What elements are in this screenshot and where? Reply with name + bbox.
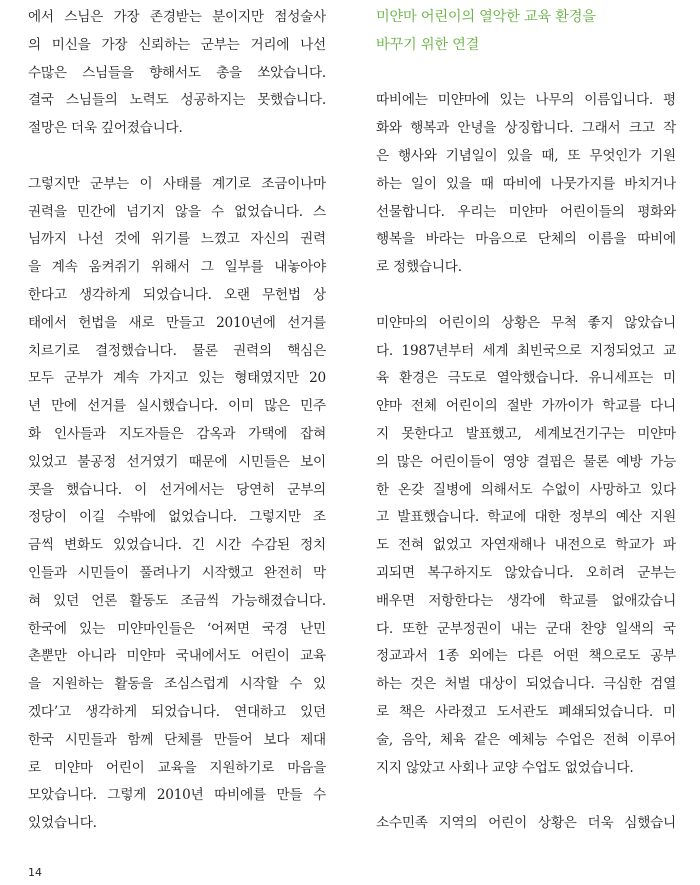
text-line: 금씩 변화도 있었습니다. 긴 시간 수감된 정치 [28,537,326,554]
text-line: 한국에 있는 미얀마인들은 ‘어쩌면 국경 난민 [28,620,326,637]
text-line: 화와 행복과 안녕을 상징합니다. 그래서 크고 작 [376,120,676,137]
text-line: 소수민족 지역의 어린이 상황은 더욱 심했습니 [376,815,676,832]
left-column [28,4,326,838]
right-paragraph-2 [376,310,676,783]
text-line: 로 정했습니다. [376,259,462,276]
text-line: 년 만에 선거를 실시했습니다. 이미 많은 민주 [28,398,326,415]
text-line: 모두 군부가 계속 가지고 있는 형태였지만 20 [28,370,326,387]
text-line: 로 미얀마 어린이 교육을 지원하기로 마음을 [28,759,326,776]
right-paragraph-3 [376,810,676,838]
text-line: 배우면 저항한다는 생각에 학교를 없애갔습니 [376,592,676,609]
text-line: 한 온갖 질병에 의해서도 수없이 사망하고 있다 [376,481,676,498]
right-column [376,4,676,838]
text-line: 을 계속 움켜쥐기 위해서 그 일부를 내놓아야 [28,259,326,276]
text-line: 하는 일이 있을 때 따비에 나뭇가지를 바치거나 [376,175,676,192]
text-line: 하는 것은 처벌 대상이 되었습니다. 극심한 검열 [376,676,676,693]
text-line: 도 전혀 없었고 자연재해나 내전으로 학교가 파 [376,537,676,554]
text-line: 절망은 더욱 깊어졌습니다. [28,120,183,137]
text-line: 은 행사와 기념일이 있을 때, 또 무엇인가 기원 [376,147,676,164]
text-line: 결국 스님들의 노력도 성공하지는 못했습니다. [28,92,326,109]
text-line: 괴되면 복구하지도 않았습니다. 오히려 군부는 [376,564,676,581]
text-line: 지지 않았고 사회나 교양 수업도 없었습니다. [376,759,634,776]
text-line: 있었고 불공정 선거였기 때문에 시민들은 보이 [28,453,326,470]
text-line: 지 못한다고 발표했고, 세계보건기구는 미얀마 [376,425,676,442]
text-line: 권력을 민간에 넘기지 않을 수 없었습니다. 스 [28,203,326,220]
heading-line: 바꾸기 위한 연결 [376,36,480,53]
text-line: 선물합니다. 우리는 미얀마 어린이들의 평화와 [376,203,676,220]
right-paragraph-1 [376,87,676,282]
text-line: 에서 스님은 가장 존경받는 분이지만 점성술사 [28,9,326,25]
text-line: 다. 1987년부터 세계 최빈국으로 지정되었고 교 [376,342,676,359]
text-line: 의 많은 어린이들이 영양 결핍은 물론 예방 가능 [376,453,676,470]
text-line: 행복을 바라는 마음으로 단체의 이름을 따비에 [376,231,676,248]
text-line: 화 인사들과 지도자들은 감옥과 가택에 잡혀 [28,425,326,442]
left-paragraph-2 [28,171,326,838]
text-line: 다. 또한 군부정권이 내는 군대 찬양 일색의 국 [376,620,676,637]
text-line: 있었습니다. [28,815,97,832]
text-line: 고 발표했습니다. 학교에 대한 정부의 예산 지원 [376,509,676,526]
text-line: 태에서 헌법을 새로 만들고 2010년에 선거를 [28,314,326,331]
text-line: 육 환경은 극도로 열악했습니다. 유니세프는 미 [376,370,676,387]
text-line: 의 미신을 가장 신뢰하는 군부는 거리에 나선 [28,36,326,53]
text-line: 따비에는 미얀마에 있는 나무의 이름입니다. 평 [376,92,676,109]
section-heading [376,4,676,60]
text-line: 겠다’고 생각하게 되었습니다. 연대하고 있던 [28,703,326,720]
text-line: 얀마 전체 어린이의 절반 가까이가 학교를 다니 [376,398,676,415]
text-line: 그렇지만 군부는 이 사태를 계기로 조금이나마 [28,175,326,192]
text-line: 술, 음악, 체육 같은 예체능 수업은 전혀 이루어 [376,731,676,748]
text-line: 한다고 생각하게 되었습니다. 오랜 무헌법 상 [28,286,326,303]
page-number: 14 [28,866,42,879]
text-line: 로 책은 사라졌고 도서관도 폐쇄되었습니다. 미 [376,703,676,720]
text-line: 을 지원하는 활동을 조심스럽게 시작할 수 있 [28,676,326,693]
text-line: 모았습니다. 그렇게 2010년 따비에를 만들 수 [28,787,326,804]
heading-line: 미얀마 어린이의 열악한 교육 환경을 [376,9,596,25]
text-line: 수많은 스님들을 향해서도 총을 쏘았습니다. [28,64,326,81]
left-paragraph-1 [28,4,326,143]
text-line: 치르기로 결정했습니다. 물론 권력의 핵심은 [28,342,326,359]
text-line: 정교과서 1종 외에는 다른 어떤 책으로도 공부 [376,648,676,665]
text-line: 정당이 이길 수밖에 없었습니다. 그렇지만 조 [28,509,326,526]
text-line: 콧을 했습니다. 이 선거에서는 당연히 군부의 [28,481,326,498]
text-line: 한국 시민들과 함께 단체를 만들어 보다 제대 [28,731,326,748]
text-line: 미얀마의 어린이의 상황은 무척 좋지 않았습니 [376,314,676,331]
text-line: 인들과 시민들이 풀려나기 시작했고 완전히 막 [28,564,326,581]
text-line: 님까지 나선 것에 위기를 느꼈고 자신의 권력 [28,231,326,248]
text-line: 혀 있던 언론 활동도 조금씩 가능해졌습니다. [28,592,326,609]
text-line: 촌뿐만 아니라 미얀마 국내에서도 어린이 교육 [28,648,326,665]
